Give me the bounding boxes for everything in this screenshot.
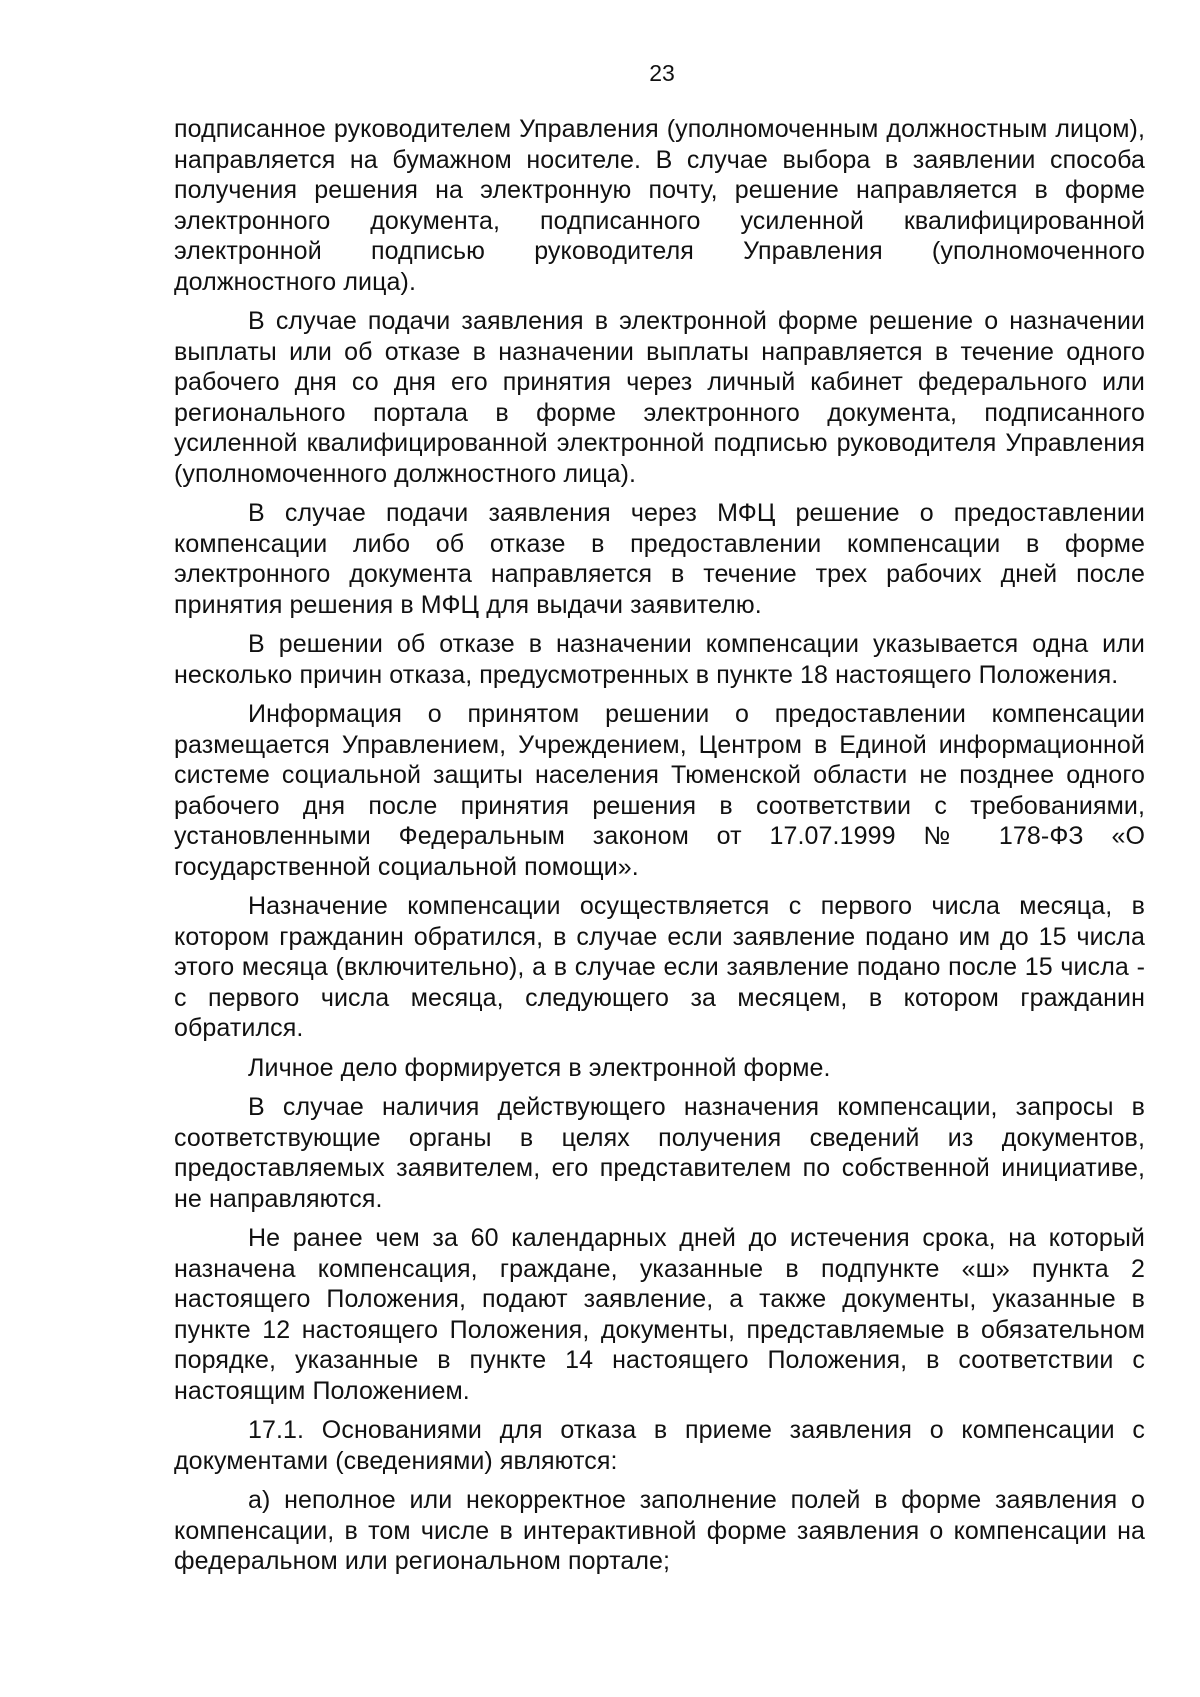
page-number: 23: [649, 60, 675, 86]
paragraph-active-assignment: В случае наличия действующего назначения компенсации, запросы в соответствующие органы в целях получения сведений из документов, предоставляемых заявителем, его представителем по собственной инициативе, не направляются.: [174, 1093, 1145, 1213]
paragraph-refusal-reasons: В решении об отказе в назначении компенсации указывается одна или несколько причин отказа, предусмотренных в пункте 18 настоящего Положения.: [174, 630, 1145, 689]
document-body: [174, 114, 1145, 1586]
paragraph-section-17-1: 17.1. Основаниями для отказа в приеме заявления о компенсации с документами (сведениями) являются:: [174, 1416, 1145, 1475]
paragraph-continuation: подписанное руководителем Управления (уполномоченным должностным лицом), направляется на бумажном носителе. В случае выбора в заявлении способа получения решения на электронную почту, решение направляется в форме электронного документа, подписанного усиленной квалифицированной электронной подписью руководителя Управления (уполномоченного должностного лица).: [174, 115, 1145, 296]
paragraph-mfc-submission: В случае подачи заявления через МФЦ решение о предоставлении компенсации либо об отказе в предоставлении компенсации в форме электронного документа направляется в течение трех рабочих дней после принятия решения в МФЦ для выдачи заявителю.: [174, 499, 1145, 619]
paragraph-information-posting: Информация о принятом решении о предоставлении компенсации размещается Управлением, Учреждением, Центром в Единой информационной системе социальной защиты населения Тюменской области не позднее одного рабочего дня после принятия решения в соответствии с требованиями, установленными Федеральным законом от 17.07.1999 № 178-ФЗ «О государственной социальной помощи».: [174, 700, 1145, 881]
paragraph-electronic-submission: В случае подачи заявления в электронной форме решение о назначении выплаты или об отказе в назначении выплаты направляется в течение одного рабочего дня со дня его принятия через личный кабинет федерального или регионального портала в форме электронного документа, подписанного усиленной квалифицированной электронной подписью руководителя Управления (уполномоченного должностного лица).: [174, 307, 1145, 488]
paragraph-personal-file: Личное дело формируется в электронной форме.: [248, 1053, 831, 1082]
paragraph-assignment-date: Назначение компенсации осуществляется с первого числа месяца, в котором гражданин обратился, в случае если заявление подано им до 15 числа этого месяца (включительно), а в случае если заявление подано после 15 числа - с первого числа месяца, следующего за месяцем, в котором гражданин обратился.: [174, 892, 1145, 1042]
paragraph-renewal: Не ранее чем за 60 календарных дней до истечения срока, на который назначена компенсация, граждане, указанные в подпункте «ш» пункта 2 настоящего Положения, подают заявление, а также документы, указанные в пункте 12 настоящего Положения, документы, представляемые в обязательном порядке, указанные в пункте 14 настоящего Положения, в соответствии с настоящим Положением.: [174, 1224, 1145, 1405]
paragraph-item-a: а) неполное или некорректное заполнение полей в форме заявления о компенсации, в том числе в интерактивной форме заявления о компенсации на федеральном или региональном портале;: [174, 1486, 1145, 1575]
